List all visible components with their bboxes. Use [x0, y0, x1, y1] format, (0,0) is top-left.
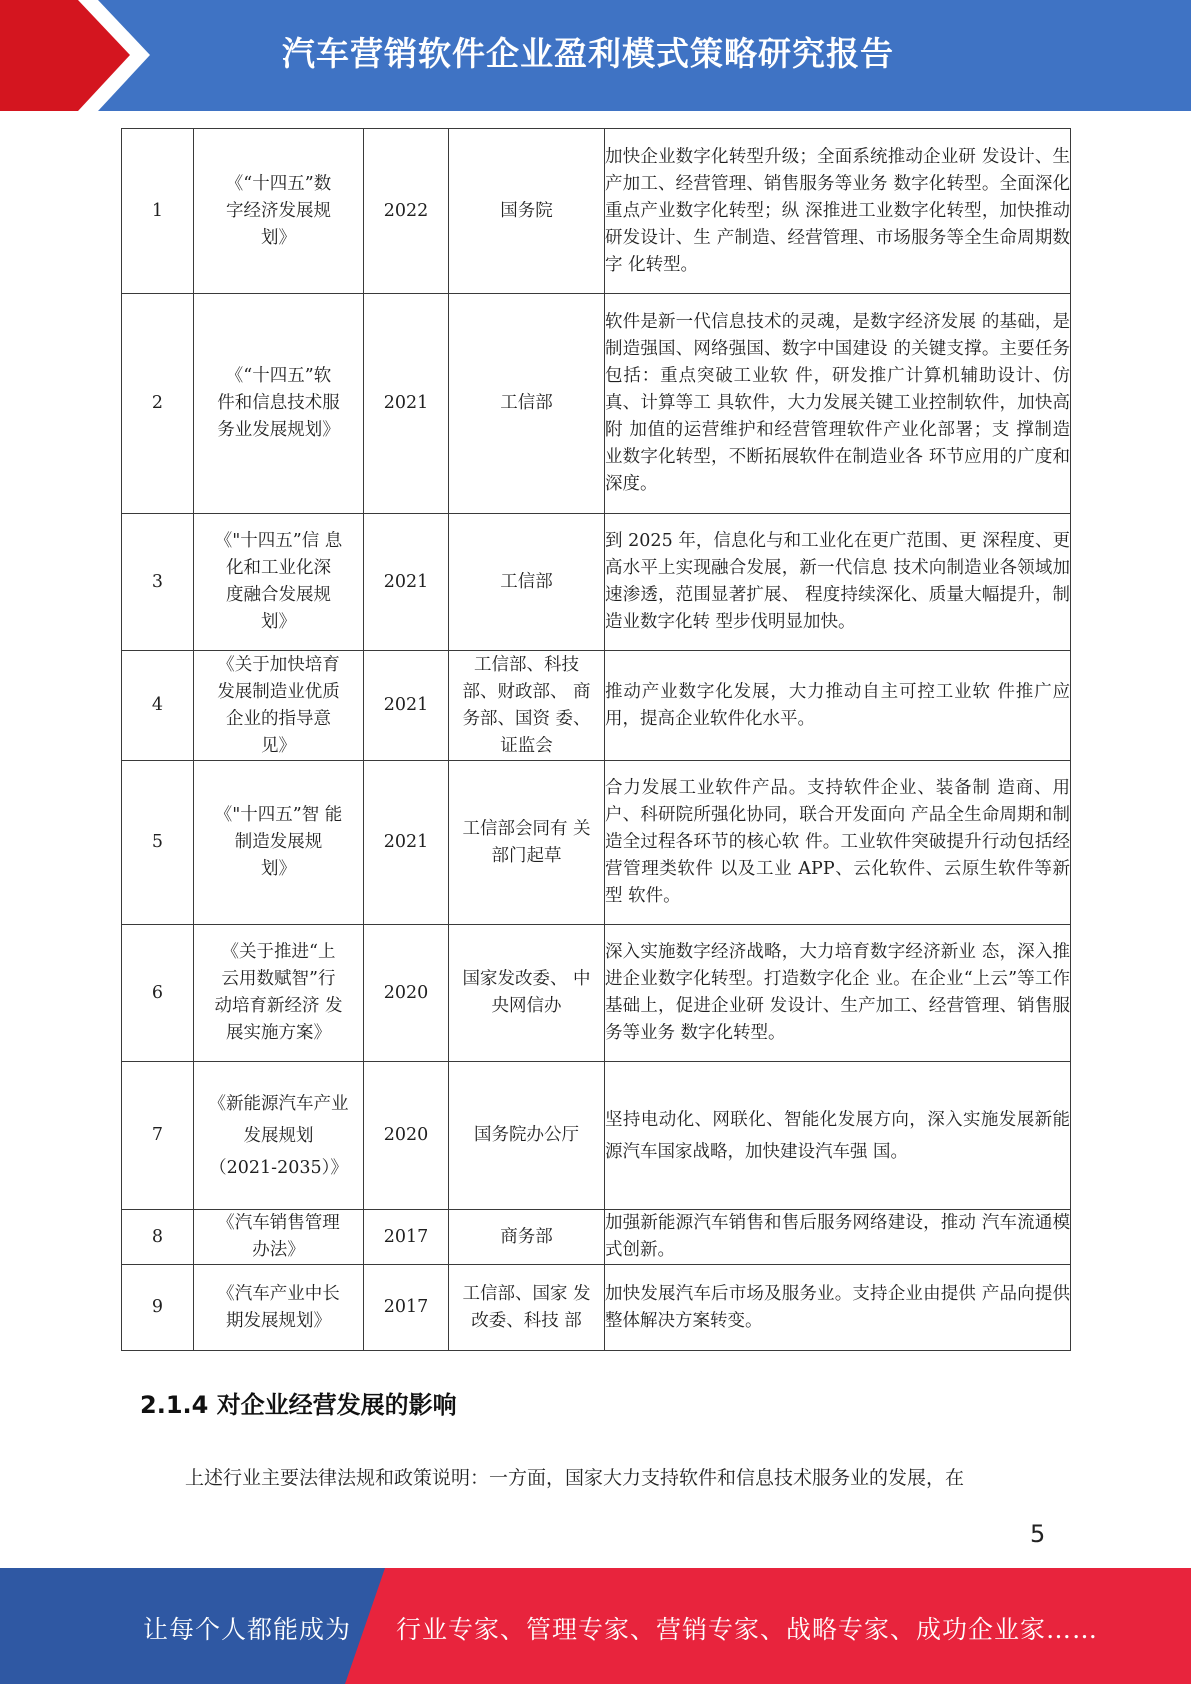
policy-name: 《关于推进“上 云用数赋智”行 动培育新经济 发 展实施方案》 — [194, 925, 364, 1062]
policy-content: 到 2025 年，信息化与和工业化在更广范围、更 深程度、更高水平上实现融合发展，新一代信息 技术向制造业各领域加速渗透，范围显著扩展、 程度持续深化、质量大幅提升，制造业数字化转 型步伐明显加快。 — [605, 514, 1071, 651]
report-title: 汽车营销软件企业盈利模式策略研究报告 — [282, 34, 894, 73]
policy-name: 《"十四五”智 能 制造发展规 划》 — [194, 761, 364, 925]
policy-content: 加强新能源汽车销售和售后服务网络建设，推动 汽车流通模式创新。 — [605, 1210, 1071, 1265]
table-row — [122, 1062, 1071, 1210]
policy-name: 《汽车产业中长 期发展规划》 — [194, 1265, 364, 1351]
section-heading: 2.1.4 对企业经营发展的影响 — [140, 1391, 457, 1419]
row-number: 5 — [122, 761, 194, 925]
table-row — [122, 129, 1071, 294]
issuing-department: 国务院 — [449, 129, 605, 294]
issuing-department: 工信部、国家 发 改委、科技 部 — [449, 1265, 605, 1351]
policy-table — [121, 128, 1071, 1351]
page-header — [0, 0, 1191, 111]
table-row — [122, 1210, 1071, 1265]
table-row — [122, 651, 1071, 761]
body-paragraph: 上述行业主要法律法规和政策说明：一方面，国家大力支持软件和信息技术服务业的发展，在 — [185, 1467, 965, 1489]
issuing-department: 工信部 — [449, 514, 605, 651]
policy-year: 2021 — [364, 651, 449, 761]
row-number: 4 — [122, 651, 194, 761]
table-row — [122, 514, 1071, 651]
policy-year: 2021 — [364, 294, 449, 514]
row-number: 8 — [122, 1210, 194, 1265]
policy-year: 2020 — [364, 1062, 449, 1210]
row-number: 1 — [122, 129, 194, 294]
row-number: 9 — [122, 1265, 194, 1351]
policy-content: 坚持电动化、网联化、智能化发展方向，深入实施发展新能源汽车国家战略，加快建设汽车强 国。 — [605, 1062, 1071, 1210]
policy-year: 2021 — [364, 514, 449, 651]
table-row — [122, 925, 1071, 1062]
policy-content: 合力发展工业软件产品。支持软件企业、装备制 造商、用户、科研院所强化协同，联合开发面向 产品全生命周期和制造全过程各环节的核心软 件。工业软件突破提升行动包括经营管理类软件 以及工业 APP、云化软件、云原生软件等新型 软件。 — [605, 761, 1071, 925]
table-row — [122, 1265, 1071, 1351]
policy-name: 《“十四五”数 字经济发展规 划》 — [194, 129, 364, 294]
table-row — [122, 294, 1071, 514]
policy-year: 2017 — [364, 1265, 449, 1351]
issuing-department: 商务部 — [449, 1210, 605, 1265]
policy-year: 2021 — [364, 761, 449, 925]
issuing-department: 国务院办公厅 — [449, 1062, 605, 1210]
row-number: 7 — [122, 1062, 194, 1210]
footer-slogan-right: 行业专家、管理专家、营销专家、战略专家、成功企业家…… — [396, 1615, 1099, 1644]
issuing-department: 工信部 — [449, 294, 605, 514]
policy-content: 深入实施数字经济战略，大力培育数字经济新业 态，深入推进企业数字化转型。打造数字化企 业。在企业“上云”等工作基础上，促进企业研 发设计、生产加工、经营管理、销售服务等业务 数字化转型。 — [605, 925, 1071, 1062]
policy-content: 软件是新一代信息技术的灵魂，是数字经济发展 的基础，是制造强国、网络强国、数字中国建设 的关键支撑。主要任务包括：重点突破工业软 件，研发推广计算机辅助设计、仿真、计算等工 具软件，大力发展关键工业控制软件，加快高附 加值的运营维护和经营管理软件产业化部署；支 撑制造业数字化转型，不断拓展软件在制造业各 环节应用的广度和深度。 — [605, 294, 1071, 514]
policy-name: 《关于加快培育 发展制造业优质 企业的指导意 见》 — [194, 651, 364, 761]
policy-name: 《汽车销售管理 办法》 — [194, 1210, 364, 1265]
policy-content: 加快发展汽车后市场及服务业。支持企业由提供 产品向提供整体解决方案转变。 — [605, 1265, 1071, 1351]
footer-slogan-left: 让每个人都能成为 — [143, 1615, 352, 1644]
policy-year: 2020 — [364, 925, 449, 1062]
issuing-department: 国家发改委、 中 央网信办 — [449, 925, 605, 1062]
row-number: 2 — [122, 294, 194, 514]
policy-year: 2017 — [364, 1210, 449, 1265]
policy-name: 《"十四五”信 息 化和工业化深 度融合发展规 划》 — [194, 514, 364, 651]
policy-content: 推动产业数字化发展，大力推动自主可控工业软 件推广应用，提高企业软件化水平。 — [605, 651, 1071, 761]
policy-name: 《新能源汽车产业 发展规划 （2021-2035）》 — [194, 1062, 364, 1210]
policy-year: 2022 — [364, 129, 449, 294]
issuing-department: 工信部会同有 关 部门起草 — [449, 761, 605, 925]
row-number: 6 — [122, 925, 194, 1062]
page-footer — [0, 1568, 1191, 1684]
page-number: 5 — [1030, 1520, 1046, 1548]
row-number: 3 — [122, 514, 194, 651]
policy-content: 加快企业数字化转型升级；全面系统推动企业研 发设计、生产加工、经营管理、销售服务等业务 数字化转型。全面深化重点产业数字化转型；纵 深推进工业数字化转型，加快推动研发设计、生 产制造、经营管理、市场服务等全生命周期数字 化转型。 — [605, 129, 1071, 294]
table-row — [122, 761, 1071, 925]
issuing-department: 工信部、科技 部、财政部、 商 务部、国资 委、 证监会 — [449, 651, 605, 761]
policy-name: 《“十四五”软 件和信息技术服 务业发展规划》 — [194, 294, 364, 514]
